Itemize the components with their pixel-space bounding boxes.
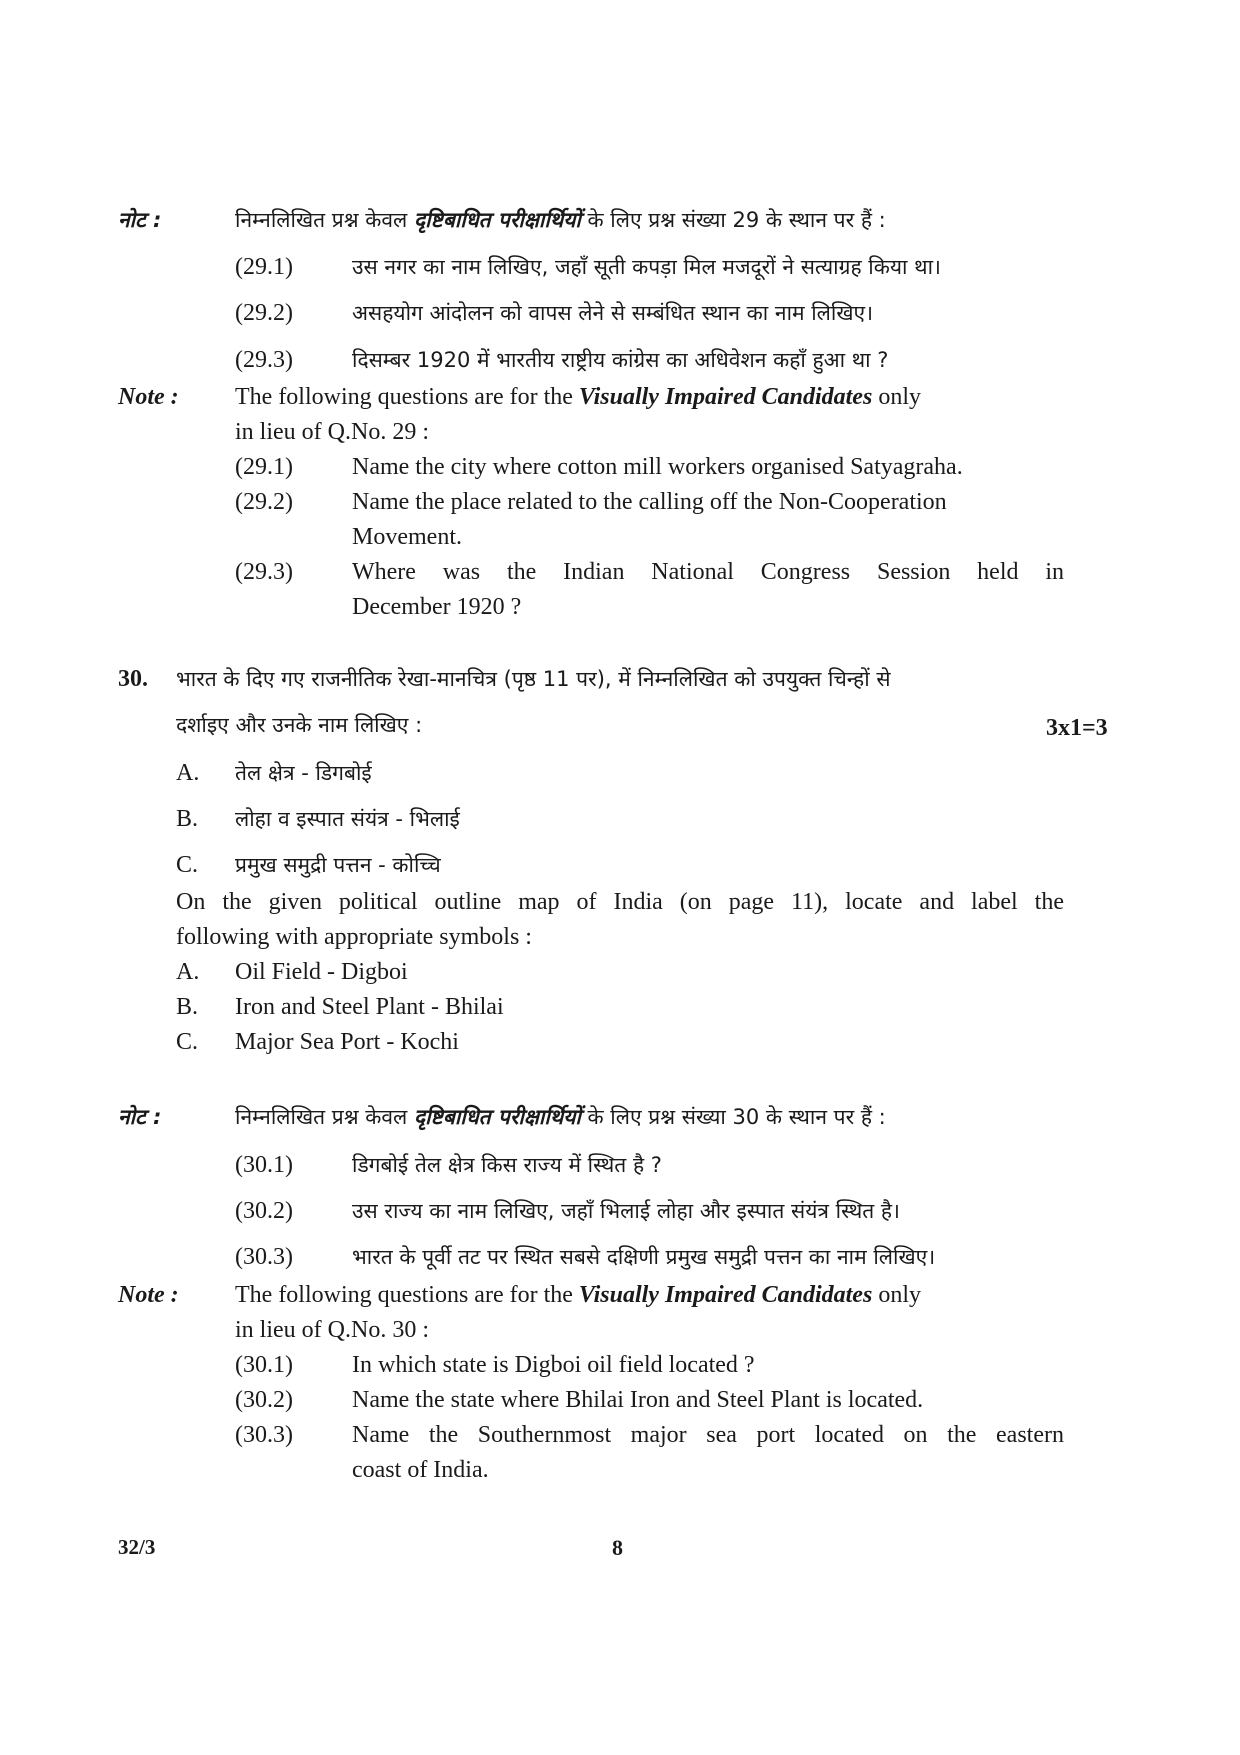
item-num: (30.1): [235, 1352, 293, 1378]
option-text: प्रमुख समुद्री पत्तन - कोच्चि: [235, 853, 441, 877]
item-num: (29.1): [235, 254, 293, 280]
note-emphasis-en-30: Visually Impaired Candidates: [578, 1282, 873, 1308]
note-text-en-29-post: only: [872, 384, 921, 410]
item-num: (30.3): [235, 1422, 293, 1448]
option-letter: C.: [176, 852, 199, 878]
item-text: Name the state where Bhilai Iron and Steel Plant is located.: [352, 1387, 924, 1413]
item-text: दिसम्बर 1920 में भारतीय राष्ट्रीय कांग्रेस का अधिवेशन कहाँ हुआ था ?: [352, 348, 889, 372]
option-letter: C.: [176, 1029, 199, 1055]
question-30-en-line2: following with appropriate symbols :: [176, 924, 532, 950]
note-label-en-30: Note :: [118, 1282, 179, 1308]
note-text-en-29-pre: The following questions are for the: [235, 384, 579, 410]
item-text: असहयोग आंदोलन को वापस लेने से सम्बंधित स्थान का नाम लिखिए।: [352, 301, 874, 325]
item-text: उस नगर का नाम लिखिए, जहाँ सूती कपड़ा मिल मजदूरों ने सत्याग्रह किया था।: [352, 255, 941, 279]
note-text-en-30-pre: The following questions are for the: [235, 1282, 579, 1308]
item-text: In which state is Digboi oil field located ?: [352, 1352, 755, 1378]
item-num: (30.1): [235, 1152, 293, 1178]
option-letter: A.: [176, 959, 200, 985]
paper-code: 32/3: [118, 1535, 156, 1559]
item-text: भारत के पूर्वी तट पर स्थित सबसे दक्षिणी प्रमुख समुद्री पत्तन का नाम लिखिए।: [352, 1245, 936, 1269]
option-text: लोहा व इस्पात संयंत्र - भिलाई: [235, 807, 460, 831]
item-text-cont: December 1920 ?: [352, 594, 522, 620]
item-num: (29.3): [235, 347, 293, 373]
item-text: Name the place related to the calling off the Non-Cooperation: [352, 489, 947, 515]
note-emphasis-hi-30: दृष्टिबाधित परीक्षार्थियों: [413, 1105, 581, 1129]
note-text-en-29-line2: in lieu of Q.No. 29 :: [235, 419, 429, 445]
item-num: (29.1): [235, 454, 293, 480]
note-text-en-30: [235, 1278, 1065, 1313]
item-num: (30.2): [235, 1387, 293, 1413]
marks-allocation: 3x1=3: [1046, 715, 1108, 741]
note-text-hi-30-pre: निम्नलिखित प्रश्न केवल: [235, 1105, 414, 1129]
item-num: (29.2): [235, 489, 293, 515]
note-text-hi-29-post: के लिए प्रश्न संख्या 29 के स्थान पर हैं :: [580, 208, 886, 232]
option-text: Major Sea Port - Kochi: [235, 1029, 459, 1055]
note-emphasis-hi-29: दृष्टिबाधित परीक्षार्थियों: [413, 208, 581, 232]
item-text: डिगबोई तेल क्षेत्र किस राज्य में स्थित है ?: [352, 1153, 662, 1177]
note-label-en-29: Note :: [118, 384, 179, 410]
option-letter: A.: [176, 760, 200, 786]
item-text-cont: Movement.: [352, 524, 462, 550]
note-text-en-30-line2: in lieu of Q.No. 30 :: [235, 1317, 429, 1343]
item-num: (29.2): [235, 300, 293, 326]
note-text-hi-29: [235, 203, 1065, 238]
item-text: Where was the Indian National Congress Session held in: [352, 559, 1064, 585]
option-text: Oil Field - Digboi: [235, 959, 408, 985]
option-letter: B.: [176, 806, 199, 832]
item-text: Name the Southernmost major sea port located on the eastern: [352, 1422, 1064, 1448]
item-num: (30.2): [235, 1198, 293, 1224]
item-num: (29.3): [235, 559, 293, 585]
item-text: Name the city where cotton mill workers organised Satyagraha.: [352, 454, 963, 480]
option-letter: B.: [176, 994, 199, 1020]
question-30-hi-line1: भारत के दिए गए राजनीतिक रेखा-मानचित्र (पृष्ठ 11 पर), में निम्नलिखित को उपयुक्त चिन्हों से: [176, 667, 891, 691]
page-number: 8: [612, 1535, 623, 1560]
item-text-cont: coast of India.: [352, 1457, 489, 1483]
question-number-30: 30.: [118, 666, 148, 692]
item-num: (30.3): [235, 1244, 293, 1270]
note-text-hi-30: [235, 1100, 1065, 1135]
note-text-hi-30-post: के लिए प्रश्न संख्या 30 के स्थान पर हैं :: [580, 1105, 886, 1129]
note-text-en-30-post: only: [872, 1282, 921, 1308]
option-text: Iron and Steel Plant - Bhilai: [235, 994, 504, 1020]
note-text-hi-29-pre: निम्नलिखित प्रश्न केवल: [235, 208, 414, 232]
question-30-en-line1: On the given political outline map of India (on page 11), locate and label the: [176, 889, 1064, 915]
option-text: तेल क्षेत्र - डिगबोई: [235, 761, 372, 785]
note-label-hi-30: नोट :: [118, 1105, 162, 1129]
item-text: उस राज्य का नाम लिखिए, जहाँ भिलाई लोहा और इस्पात संयंत्र स्थित है।: [352, 1199, 900, 1223]
note-emphasis-en-29: Visually Impaired Candidates: [578, 384, 873, 410]
note-label-hi-29: नोट :: [118, 208, 162, 232]
question-30-hi-line2: दर्शाइए और उनके नाम लिखिए :: [176, 713, 423, 737]
note-text-en-29: [235, 380, 1065, 415]
